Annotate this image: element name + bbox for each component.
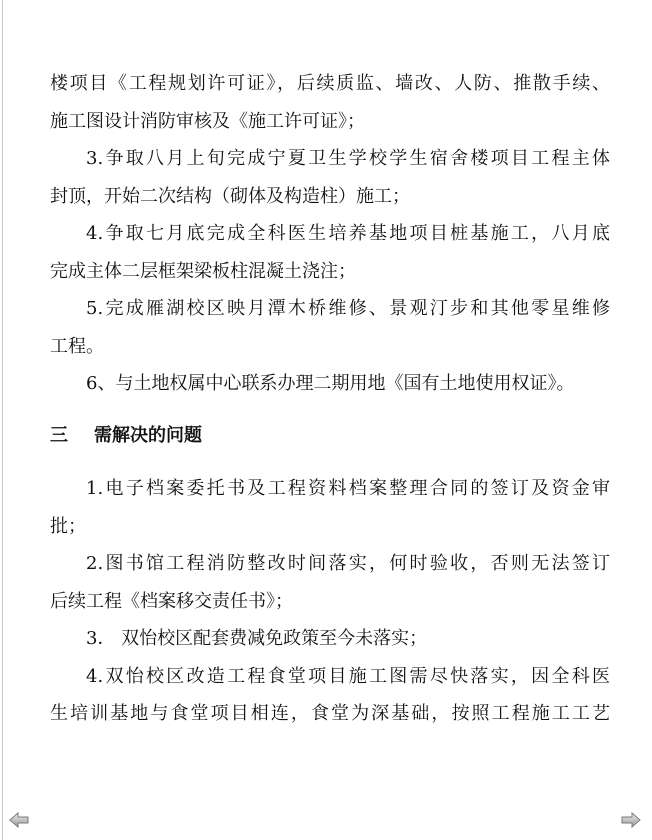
arrow-right-icon[interactable]: [620, 812, 642, 828]
section-heading: [50, 417, 610, 455]
text-line: 6、与土地权属中心联系办理二期用地《国有土地使用权证》。: [86, 373, 575, 394]
text-line: 工程。: [50, 335, 104, 357]
text-line: 楼项目《工程规划许可证》，后续质监、墙改、人防、推散手续、: [50, 73, 610, 94]
arrow-left-icon[interactable]: [8, 812, 30, 828]
text-line: 完成主体二层框架梁板柱混凝土浇注；: [50, 260, 356, 282]
text-line: 批；: [50, 515, 86, 537]
page-border: [2, 0, 3, 840]
paragraphs-issues: [50, 470, 610, 733]
text-line: 后续工程《档案移交责任书》；: [50, 590, 293, 612]
section-number: 三: [50, 424, 68, 446]
text-line: 4.争取七月底完成全科医生培养基地项目桩基施工，八月底: [86, 223, 610, 244]
section-title: 需解决的问题: [94, 424, 202, 446]
text-line: 3.争取八月上旬完成宁夏卫生学校学生宿舍楼项目工程主体: [86, 148, 610, 169]
paragraphs-plan: [50, 65, 610, 403]
document-body: [50, 65, 610, 733]
text-line: 3． 双怡校区配套费减免政策至今未落实；: [86, 628, 428, 649]
text-line: 1.电子档案委托书及工程资料档案整理合同的签订及资金审: [86, 478, 610, 499]
text-line: 2.图书馆工程消防整改时间落实，何时验收，否则无法签订: [86, 553, 610, 574]
text-line: 5.完成雁湖校区映月潭木桥维修、景观汀步和其他零星维修: [86, 298, 610, 319]
text-line: 生培训基地与食堂项目相连，食堂为深基础，按照工程施工工艺: [50, 703, 610, 724]
text-line: 施工图设计消防审核及《施工许可证》；: [50, 110, 365, 132]
text-line: 封顶，开始二次结构（砌体及构造柱）施工；: [50, 185, 410, 207]
text-line: 4.双怡校区改造工程食堂项目施工图需尽快落实，因全科医: [86, 665, 610, 687]
